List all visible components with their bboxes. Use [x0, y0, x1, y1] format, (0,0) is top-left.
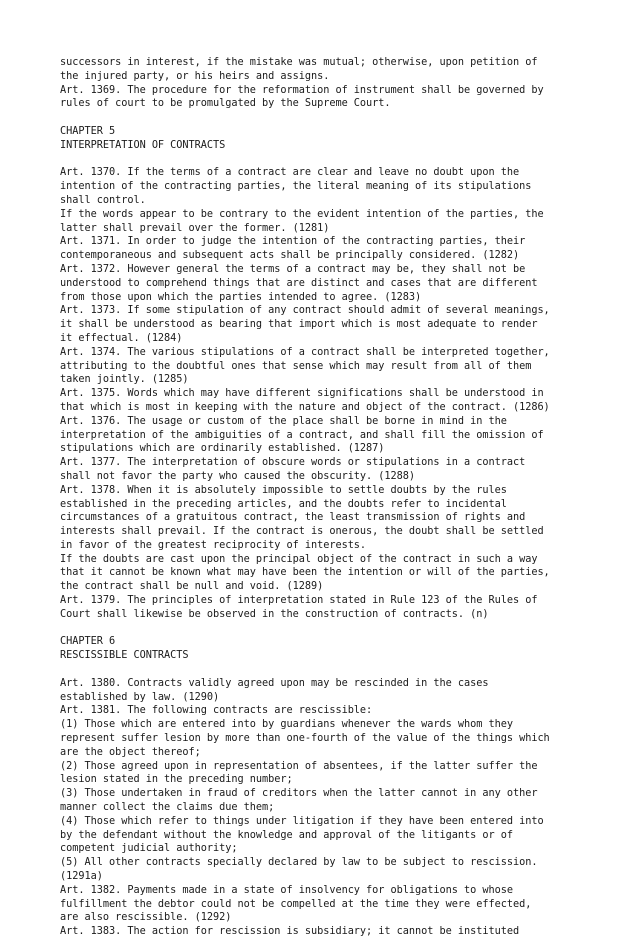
text-line: interests shall prevail. If the contract is onerous, the doubt shall be settled [60, 525, 544, 538]
text-line: (1291a) [60, 870, 103, 883]
chapter-title: INTERPRETATION OF CONTRACTS [60, 138, 226, 151]
article-start-line: Art. 1373. If some stipulation of any contract should admit of several meanings, [60, 304, 550, 317]
text-line: shall control. [60, 193, 146, 206]
text-line: Court shall likewise be observed in the construction of contracts. (n) [60, 607, 489, 620]
text-line: in favor of the greatest reciprocity of interests. [60, 538, 367, 551]
text-line: stipulations which are ordinarily established. (1287) [60, 442, 385, 455]
text-line: fulfillment the debtor could not be compelled at the time they were effected, [60, 897, 532, 910]
text-line: are also rescissible. (1292) [60, 911, 232, 924]
article-start-line: Art. 1377. The interpretation of obscure words or stipulations in a contract [60, 456, 526, 469]
text-line: that it cannot be known what may have been the intention or will of the parties, [60, 566, 550, 579]
text-line: If the words appear to be contrary to the evident intention of the parties, the [60, 207, 544, 220]
text-line: established in the preceding articles, and the doubts refer to incidental [60, 497, 507, 510]
text-line: (3) Those undertaken in fraud of creditors when the latter cannot in any other [60, 787, 538, 800]
text-line: represent suffer lesion by more than one-fourth of the value of the things which [60, 732, 550, 745]
article-start-line: Art. 1370. If the terms of a contract are clear and leave no doubt upon the [60, 166, 520, 179]
text-line: (2) Those agreed upon in representation of absentees, if the latter suffer the [60, 759, 538, 772]
text-line: latter shall prevail over the former. (1281) [60, 221, 330, 234]
text-line: that which is most in keeping with the nature and object of the contract. (1286) [60, 400, 550, 413]
article-start-line: Art. 1383. The action for rescission is subsidiary; it cannot be instituted [60, 925, 520, 938]
article-start-line: Art. 1379. The principles of interpretation stated in Rule 123 of the Rules of [60, 594, 538, 607]
text-line: circumstances of a gratuitous contract, the least transmission of rights and [60, 511, 526, 524]
text-line: lesion stated in the preceding number; [60, 773, 293, 786]
blank-line [60, 111, 590, 125]
text-line: interpretation of the ambiguities of a contract, and shall fill the omission of [60, 428, 544, 441]
text-line: shall not favor the party who caused the obscurity. (1288) [60, 469, 416, 482]
blank-line [60, 663, 590, 677]
text-line: taken jointly. (1285) [60, 373, 189, 386]
chapter-title: RESCISSIBLE CONTRACTS [60, 649, 189, 662]
article-start-line: Art. 1375. Words which may have different significations shall be understood in [60, 387, 544, 400]
text-line: intention of the contracting parties, the literal meaning of its stipulations [60, 180, 532, 193]
text-line: If the doubts are cast upon the principal object of the contract in such a way [60, 552, 538, 565]
text-line: are the object thereof; [60, 745, 201, 758]
text-line: it shall be understood as bearing that import which is most adequate to render [60, 318, 538, 331]
article-start-line: Art. 1371. In order to judge the intention of the contracting parties, their [60, 235, 526, 248]
text-line: the contract shall be null and void. (1289) [60, 580, 324, 593]
text-line: (1) Those which are entered into by guardians whenever the wards whom they [60, 718, 513, 731]
text-line: attributing to the doubtful ones that sense which may result from all of them [60, 359, 532, 372]
article-start-line: Art. 1369. The procedure for the reformation of instrument shall be governed by [60, 83, 544, 96]
text-line: rules of court to be promulgated by the Supreme Court. [60, 97, 391, 110]
article-start-line: Art. 1372. However general the terms of a contract may be, they shall not be [60, 262, 526, 275]
text-line: from those upon which the parties intended to agree. (1283) [60, 290, 422, 303]
article-start-line: Art. 1376. The usage or custom of the place shall be borne in mind in the [60, 414, 507, 427]
blank-line [60, 622, 590, 636]
text-line: understood to comprehend things that are distinct and cases that are different [60, 276, 538, 289]
article-start-line: Art. 1381. The following contracts are rescissible: [60, 704, 373, 717]
text-line: successors in interest, if the mistake was mutual; otherwise, upon petition of [60, 56, 538, 68]
text-line: contemporaneous and subsequent acts shall be principally considered. (1282) [60, 249, 520, 262]
article-start-line: Art. 1382. Payments made in a state of insolvency for obligations to whose [60, 883, 513, 896]
text-line: established by law. (1290) [60, 690, 220, 703]
document-page [60, 56, 590, 939]
article-start-line: Art. 1380. Contracts validly agreed upon may be rescinded in the cases [60, 676, 489, 689]
text-line: (4) Those which refer to things under litigation if they have been entered into [60, 814, 544, 827]
text-line: manner collect the claims due them; [60, 801, 275, 814]
text-line: competent judicial authority; [60, 842, 238, 855]
article-start-line: Art. 1374. The various stipulations of a contract shall be interpreted together, [60, 345, 550, 358]
text-line: (5) All other contracts specially declared by law to be subject to rescission. [60, 856, 538, 869]
chapter-number: CHAPTER 6 [60, 635, 116, 648]
article-start-line: Art. 1378. When it is absolutely impossible to settle doubts by the rules [60, 483, 507, 496]
text-line: by the defendant without the knowledge and approval of the litigants or of [60, 828, 513, 841]
text-line: it effectual. (1284) [60, 331, 183, 344]
blank-line [60, 153, 590, 167]
text-line: the injured party, or his heirs and assigns. [60, 69, 330, 82]
chapter-number: CHAPTER 5 [60, 124, 116, 137]
